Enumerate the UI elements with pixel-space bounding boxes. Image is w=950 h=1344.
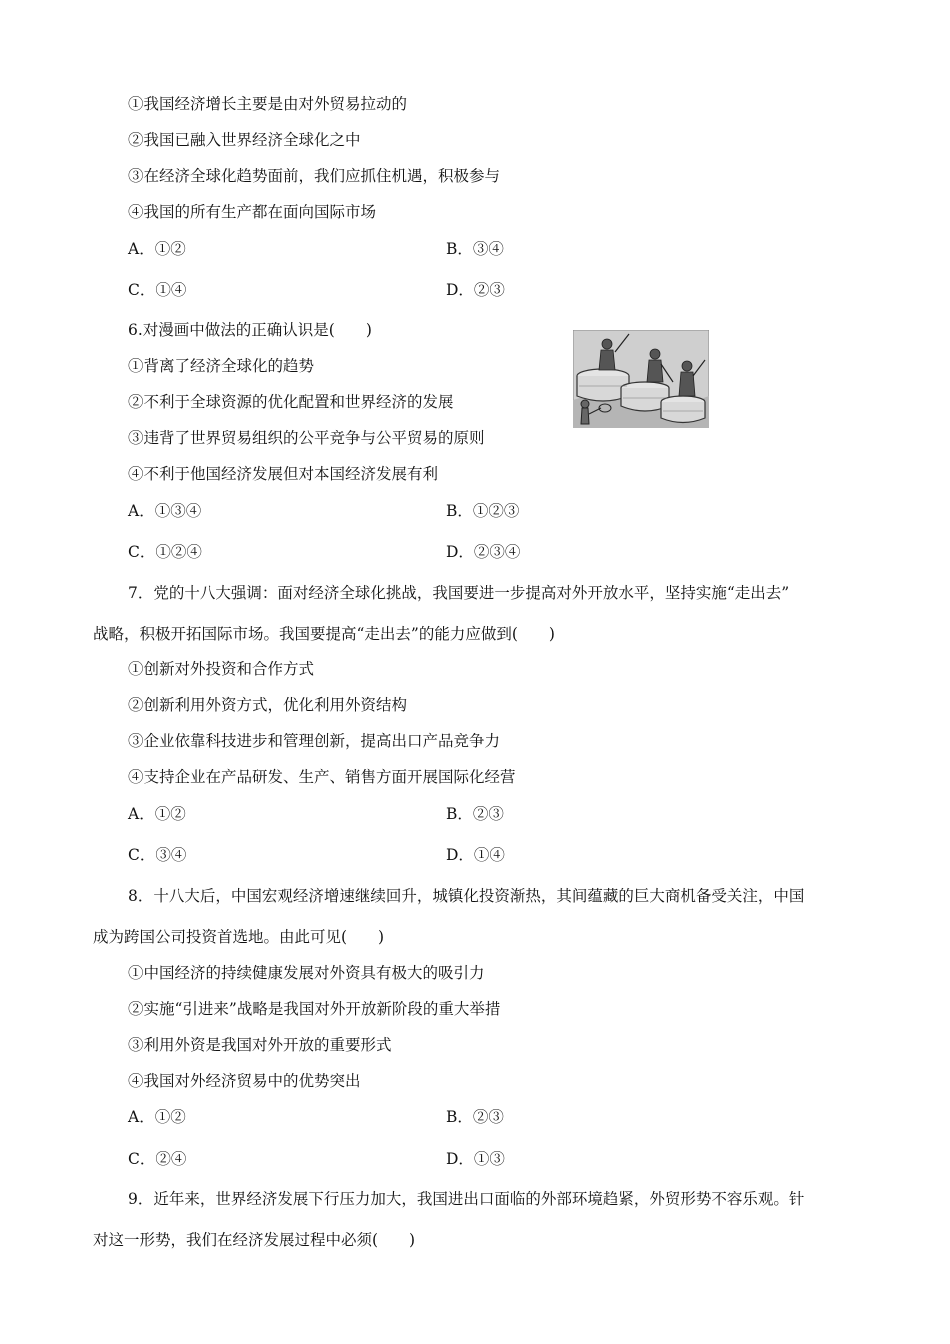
q8-stem-line-2: 成为跨国公司投资首选地。由此可见( )	[93, 928, 385, 946]
q8-item-3: ③利用外资是我国对外开放的重要形式	[128, 1036, 392, 1054]
q6-item-2: ②不利于全球资源的优化配置和世界经济的发展	[128, 393, 454, 411]
q6-stem: 6.对漫画中做法的正确认识是( )	[128, 321, 372, 339]
cartoon-illustration	[573, 330, 709, 428]
q7-option-c: C．③④	[128, 846, 187, 864]
q6-item-4: ④不利于他国经济发展但对本国经济发展有利	[128, 465, 439, 483]
q5-option-a: A．①②	[128, 240, 186, 258]
q7-stem-line-2: 战略，积极开拓国际市场。我国要提高“走出去”的能力应做到( )	[93, 625, 555, 643]
q8-option-c: C．②④	[128, 1150, 187, 1168]
q8-item-2: ②实施“引进来”战略是我国对外开放新阶段的重大举措	[128, 1000, 501, 1018]
q7-item-4: ④支持企业在产品研发、生产、销售方面开展国际化经营	[128, 768, 516, 786]
q6-option-d: D．②③④	[446, 543, 521, 561]
q7-item-2: ②创新利用外资方式，优化利用外资结构	[128, 696, 408, 714]
q6-option-b: B．①②③	[446, 502, 520, 520]
q8-item-1: ①中国经济的持续健康发展对外资具有极大的吸引力	[128, 964, 485, 982]
q6-item-3: ③违背了世界贸易组织的公平竞争与公平贸易的原则	[128, 429, 485, 447]
q8-item-4: ④我国对外经济贸易中的优势突出	[128, 1072, 361, 1090]
q8-option-a: A．①②	[128, 1108, 186, 1126]
q5-item-3: ③在经济全球化趋势面前，我们应抓住机遇，积极参与	[128, 167, 501, 185]
q7-item-1: ①创新对外投资和合作方式	[128, 660, 315, 678]
q7-option-b: B．②③	[446, 805, 504, 823]
q7-option-a: A．①②	[128, 805, 186, 823]
q5-option-d: D．②③	[446, 281, 505, 299]
q5-item-4: ④我国的所有生产都在面向国际市场	[128, 203, 377, 221]
q5-option-c: C．①④	[128, 281, 187, 299]
q5-item-1: ①我国经济增长主要是由对外贸易拉动的	[128, 95, 408, 113]
q6-option-a: A．①③④	[128, 502, 202, 520]
q5-item-2: ②我国已融入世界经济全球化之中	[128, 131, 361, 149]
q8-option-d: D．①③	[446, 1150, 505, 1168]
q8-option-b: B．②③	[446, 1108, 504, 1126]
q6-option-c: C．①②④	[128, 543, 202, 561]
q9-stem-line-2: 对这一形势，我们在经济发展过程中必须( )	[93, 1231, 416, 1249]
q5-option-b: B．③④	[446, 240, 504, 258]
q8-stem-line-1: 8．十八大后，中国宏观经济增速继续回升，城镇化投资渐热，其间蕴藏的巨大商机备受关注，中国	[128, 887, 805, 905]
q9-stem-line-1: 9．近年来，世界经济发展下行压力加大，我国进出口面临的外部环境趋紧，外贸形势不容乐观。针	[128, 1190, 805, 1208]
q7-stem-line-1: 7．党的十八大强调：面对经济全球化挑战，我国要进一步提高对外开放水平，坚持实施“走出去”	[128, 584, 790, 602]
q7-item-3: ③企业依靠科技进步和管理创新，提高出口产品竞争力	[128, 732, 501, 750]
q7-option-d: D．①④	[446, 846, 505, 864]
q6-item-1: ①背离了经济全球化的趋势	[128, 357, 315, 375]
